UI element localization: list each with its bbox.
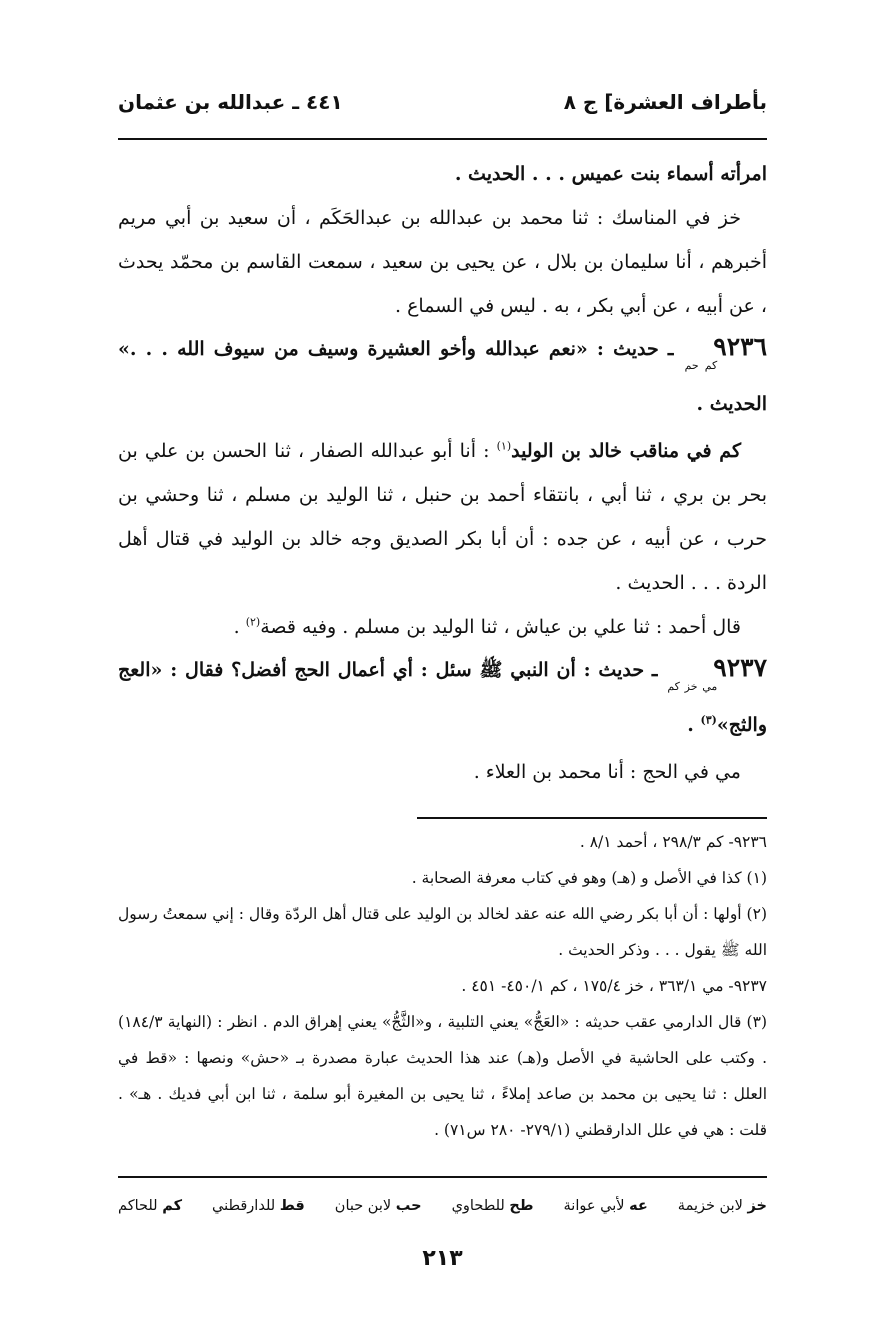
p4-text: قال أحمد : ثنا علي بن عياش ، ثنا الوليد بن مسلم . وفيه قصة: [260, 616, 741, 638]
legend-item: طح للطحاوي: [451, 1198, 534, 1214]
p3-text: : أنا أبو عبدالله الصفار ، ثنا الحسن بن علي بن بحر بن بري ، ثنا أبي ، بانتقاء أحمد بن حنبل ، ثنا الوليد بن مسلم ، ثنا وحشي بن حرب ، عن أبيه ، عن جده : أن أبا بكر الصديق وجه خالد بن الوليد في قتال أهل الردة . . . الحديث .: [118, 440, 767, 594]
footnote-2: (٢) أولها : أن أبا بكر رضي الله عنه عقد لخالد بن الوليد على قتال أهل الردّة وقال : إني سمعتُ رسول الله ﷺ يقول . . . وذكر الحديث .: [118, 905, 767, 959]
footnote-3: (٣) قال الدارمي عقب حديثه : «العَجُّ» يعني التلبية ، و«الثَّجُّ» يعني إهراق الدم . انظر : (النهاية ١٨٤/٣) . وكتب على الحاشية في الأصل و(هـ) عند هذا الحديث عبارة مصدرة بـ «حش» ونصها : «قط في العلل : ثنا يحيى بن محمد بن صاعد إملاءً ، ثنا يحيى بن المغيرة أبو سلمة ، ثنا ابن أبي فديك . هـ» . قلت : هي في علل الدارقطني (٢٧٩/١- ٢٨٠ س٧١) .: [118, 1013, 767, 1139]
paragraph-1: امرأته أسماء بنت عميس . . . الحديث .: [454, 163, 767, 185]
note-9236: ٩٢٣٦- كم ٢٩٨/٣ ، أحمد ٨/١ .: [579, 833, 767, 851]
paragraph-2: خز في المناسك : ثنا محمد بن عبدالله بن عبدالحَكَم ، أن سعيد بن أبي مريم أخبرهم ، أنا سليمان بن بلال ، عن يحيى بن سعيد ، سمعت القاسم بن محمّد يحدث ، عن أبيه ، عن أبي بكر ، به . ليس في السماع .: [118, 207, 767, 317]
legend-item: حب لابن حبان: [334, 1198, 422, 1214]
hadith-number: ٩٢٣٦: [713, 332, 767, 361]
page-number: ٢١٣: [422, 1246, 463, 1271]
header-divider: [118, 138, 767, 140]
footnote-ref-1: (١): [496, 439, 512, 453]
header-chapter: ٤٤١ ـ عبدالله بن عثمان: [118, 90, 343, 114]
p3-source: كم في مناقب خالد بن الوليد: [511, 440, 741, 462]
header-volume: بأطراف العشرة] ج ٨: [563, 90, 767, 114]
legend-item: كم للحاكم: [118, 1198, 183, 1214]
paragraph-3: [118, 429, 767, 605]
hadith-sigla: كم حم: [684, 359, 718, 372]
footnote-ref-2: (٢): [245, 615, 261, 629]
footnotes: [118, 824, 767, 1148]
hadith-text: ـ حديث : أن النبي ﷺ سئل : أي أعمال الحج أفضل؟ فقال : «العج والثج»: [118, 659, 767, 736]
hadith-sigla: مي خز كم: [667, 680, 718, 693]
hadith-end: .: [687, 714, 694, 736]
legend-item: قط للدارقطني: [212, 1198, 305, 1214]
legend-item: خز لابن خزيمة: [677, 1198, 767, 1214]
footer-divider: [118, 1176, 767, 1178]
note-9237: ٩٢٣٧- مي ٣٦٣/١ ، خز ١٧٥/٤ ، كم ٤٥٠/١- ٤٥١ .: [461, 977, 767, 995]
running-header: [118, 80, 767, 124]
main-text: [118, 152, 767, 794]
abbreviation-legend: [118, 1190, 767, 1222]
notes-divider: [417, 817, 767, 819]
footnote-ref-3: (٣): [700, 713, 717, 727]
footnote-1: (١) كذا في الأصل و (هـ) وهو في كتاب معرفة الصحابة .: [411, 869, 767, 887]
hadith-number: ٩٢٣٧: [713, 653, 768, 682]
hadith-entry-9236: [118, 328, 767, 423]
legend-item: عه لأبي عوانة: [563, 1198, 648, 1214]
hadith-entry-9237: [118, 649, 767, 744]
paragraph-5: مي في الحج : أنا محمد بن العلاء .: [473, 761, 741, 783]
paragraph-4: [118, 605, 767, 649]
p4-end: .: [233, 616, 240, 638]
hadith-text: ـ حديث : «نعم عبدالله وأخو العشيرة وسيف من سيوف الله . . .» الحديث .: [118, 338, 767, 415]
